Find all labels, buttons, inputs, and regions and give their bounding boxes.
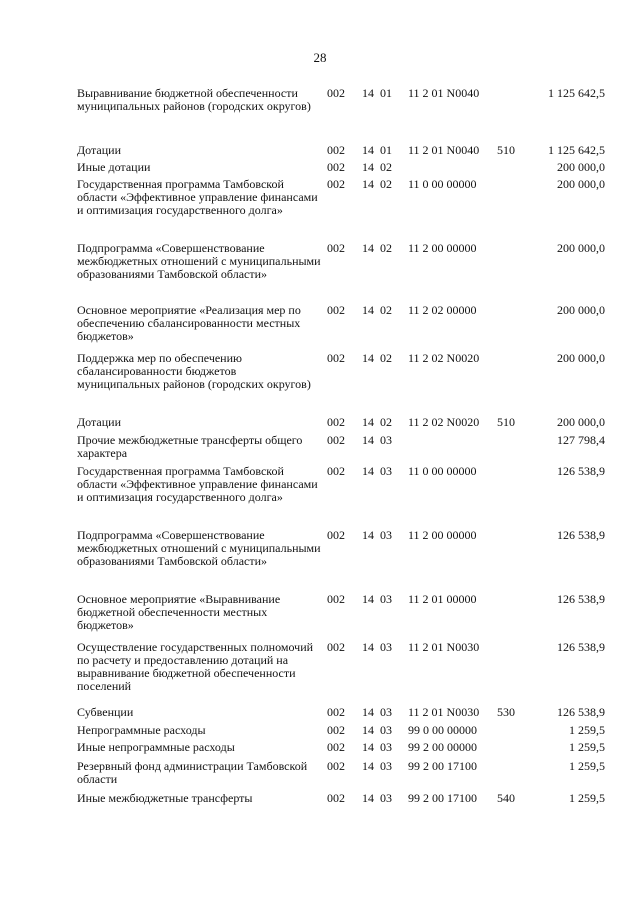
table-row (0, 724, 640, 741)
row-name: Подпрограмма «Совершенствование межбюджетных отношений с муниципальными образованиями Тамбовской области» (77, 241, 321, 281)
row-name: Дотации (77, 415, 122, 429)
table-row (0, 434, 640, 465)
row-csr: 99 2 00 17100 (408, 759, 477, 773)
page-number: 28 (313, 50, 327, 65)
row-ved: 002 (327, 160, 345, 174)
row-ved: 002 (327, 351, 345, 365)
row-rz: 14 (362, 705, 374, 719)
row-pr: 02 (380, 241, 392, 255)
row-csr: 11 0 00 00000 (408, 177, 477, 191)
row-ved: 002 (327, 177, 345, 191)
row-amount: 1 259,5 (569, 759, 605, 773)
row-amount: 126 538,9 (557, 705, 605, 719)
row-csr: 99 2 00 00000 (408, 740, 477, 754)
row-csr: 11 2 02 N0020 (408, 351, 480, 365)
row-ved: 002 (327, 528, 345, 542)
row-rz: 14 (362, 241, 374, 255)
row-name: Иные дотации (77, 160, 151, 174)
table-row (0, 465, 640, 529)
row-name: Подпрограмма «Совершенствование межбюджетных отношений с муниципальными образованиями Тамбовской области» (77, 528, 321, 568)
row-pr: 03 (380, 705, 392, 719)
row-ved: 002 (327, 303, 345, 317)
row-amount: 200 000,0 (557, 303, 605, 317)
row-ved: 002 (327, 433, 345, 447)
budget-table (0, 87, 640, 810)
row-name: Выравнивание бюджетной обеспеченности муниципальных районов (городских округов) (77, 86, 311, 113)
row-amount: 126 538,9 (557, 640, 605, 654)
row-csr: 99 2 00 17100 (408, 791, 477, 805)
table-row (0, 416, 640, 434)
row-amount: 126 538,9 (557, 528, 605, 542)
row-csr: 11 2 02 N0020 (408, 415, 480, 429)
row-name: Осуществление государственных полномочий по расчету и предоставлению дотаций на выравнивание бюджетной обеспеченности поселений (77, 640, 314, 693)
row-csr: 11 2 01 N0040 (408, 86, 480, 100)
row-vr: 510 (497, 415, 515, 429)
row-ved: 002 (327, 640, 345, 654)
row-csr: 11 2 01 N0030 (408, 640, 480, 654)
table-row (0, 242, 640, 304)
row-ved: 002 (327, 723, 345, 737)
row-ved: 002 (327, 759, 345, 773)
row-amount: 126 538,9 (557, 464, 605, 478)
table-row (0, 178, 640, 242)
table-row (0, 352, 640, 416)
row-pr: 03 (380, 740, 392, 754)
table-row (0, 304, 640, 352)
row-vr: 510 (497, 143, 515, 157)
row-rz: 14 (362, 177, 374, 191)
row-csr: 11 2 00 00000 (408, 528, 477, 542)
row-name: Основное мероприятие «Реализация мер по обеспечению сбалансированности местных бюджетов» (77, 303, 301, 343)
row-rz: 14 (362, 640, 374, 654)
row-pr: 03 (380, 723, 392, 737)
table-row (0, 161, 640, 178)
row-pr: 02 (380, 177, 392, 191)
row-rz: 14 (362, 143, 374, 157)
row-pr: 03 (380, 759, 392, 773)
row-rz: 14 (362, 415, 374, 429)
row-amount: 126 538,9 (557, 592, 605, 606)
row-amount: 1 125 642,5 (548, 86, 605, 100)
row-csr: 11 0 00 00000 (408, 464, 477, 478)
row-rz: 14 (362, 351, 374, 365)
row-name: Иные межбюджетные трансферты (77, 791, 253, 805)
row-pr: 02 (380, 415, 392, 429)
row-pr: 01 (380, 86, 392, 100)
table-row (0, 706, 640, 724)
row-name: Государственная программа Тамбовской области «Эффективное управление финансами и оптимизация государственного долга» (77, 177, 318, 217)
row-ved: 002 (327, 143, 345, 157)
row-pr: 02 (380, 303, 392, 317)
row-rz: 14 (362, 464, 374, 478)
table-row (0, 144, 640, 161)
row-vr: 540 (497, 791, 515, 805)
row-csr: 11 2 02 00000 (408, 303, 477, 317)
row-ved: 002 (327, 705, 345, 719)
table-row (0, 87, 640, 144)
row-amount: 200 000,0 (557, 241, 605, 255)
row-pr: 03 (380, 464, 392, 478)
row-name: Поддержка мер по обеспечению сбалансированности бюджетов муниципальных районов (городских округов) (77, 351, 311, 391)
row-csr: 11 2 01 N0030 (408, 705, 480, 719)
table-row (0, 760, 640, 792)
row-rz: 14 (362, 740, 374, 754)
row-name: Прочие межбюджетные трансферты общего характера (77, 433, 303, 460)
row-rz: 14 (362, 160, 374, 174)
row-amount: 200 000,0 (557, 160, 605, 174)
row-pr: 03 (380, 433, 392, 447)
row-pr: 03 (380, 640, 392, 654)
row-csr: 11 2 00 00000 (408, 241, 477, 255)
row-amount: 1 259,5 (569, 740, 605, 754)
row-rz: 14 (362, 592, 374, 606)
row-pr: 03 (380, 528, 392, 542)
row-amount: 200 000,0 (557, 415, 605, 429)
row-amount: 200 000,0 (557, 177, 605, 191)
row-pr: 03 (380, 592, 392, 606)
row-vr: 530 (497, 705, 515, 719)
row-amount: 127 798,4 (557, 433, 605, 447)
row-amount: 200 000,0 (557, 351, 605, 365)
row-rz: 14 (362, 791, 374, 805)
row-rz: 14 (362, 433, 374, 447)
row-name: Непрограммные расходы (77, 723, 206, 737)
row-name: Субвенции (77, 705, 134, 719)
row-ved: 002 (327, 464, 345, 478)
row-rz: 14 (362, 723, 374, 737)
row-name: Государственная программа Тамбовской области «Эффективное управление финансами и оптимизация государственного долга» (77, 464, 318, 504)
row-ved: 002 (327, 592, 345, 606)
table-row (0, 529, 640, 593)
row-pr: 03 (380, 791, 392, 805)
row-amount: 1 125 642,5 (548, 143, 605, 157)
row-csr: 11 2 01 N0040 (408, 143, 480, 157)
row-amount: 1 259,5 (569, 723, 605, 737)
row-ved: 002 (327, 241, 345, 255)
row-name: Дотации (77, 143, 122, 157)
table-row (0, 641, 640, 706)
row-ved: 002 (327, 415, 345, 429)
row-rz: 14 (362, 528, 374, 542)
table-row (0, 741, 640, 760)
row-rz: 14 (362, 303, 374, 317)
row-csr: 99 0 00 00000 (408, 723, 477, 737)
row-pr: 02 (380, 160, 392, 174)
row-name: Иные непрограммные расходы (77, 740, 235, 754)
table-row (0, 792, 640, 810)
row-ved: 002 (327, 86, 345, 100)
row-rz: 14 (362, 759, 374, 773)
row-pr: 01 (380, 143, 392, 157)
row-amount: 1 259,5 (569, 791, 605, 805)
row-rz: 14 (362, 86, 374, 100)
table-row (0, 593, 640, 641)
row-ved: 002 (327, 791, 345, 805)
row-name: Резервный фонд администрации Тамбовской области (77, 759, 308, 786)
row-name: Основное мероприятие «Выравнивание бюджетной обеспеченности местных бюджетов» (77, 592, 281, 632)
row-ved: 002 (327, 740, 345, 754)
row-pr: 02 (380, 351, 392, 365)
row-csr: 11 2 01 00000 (408, 592, 477, 606)
